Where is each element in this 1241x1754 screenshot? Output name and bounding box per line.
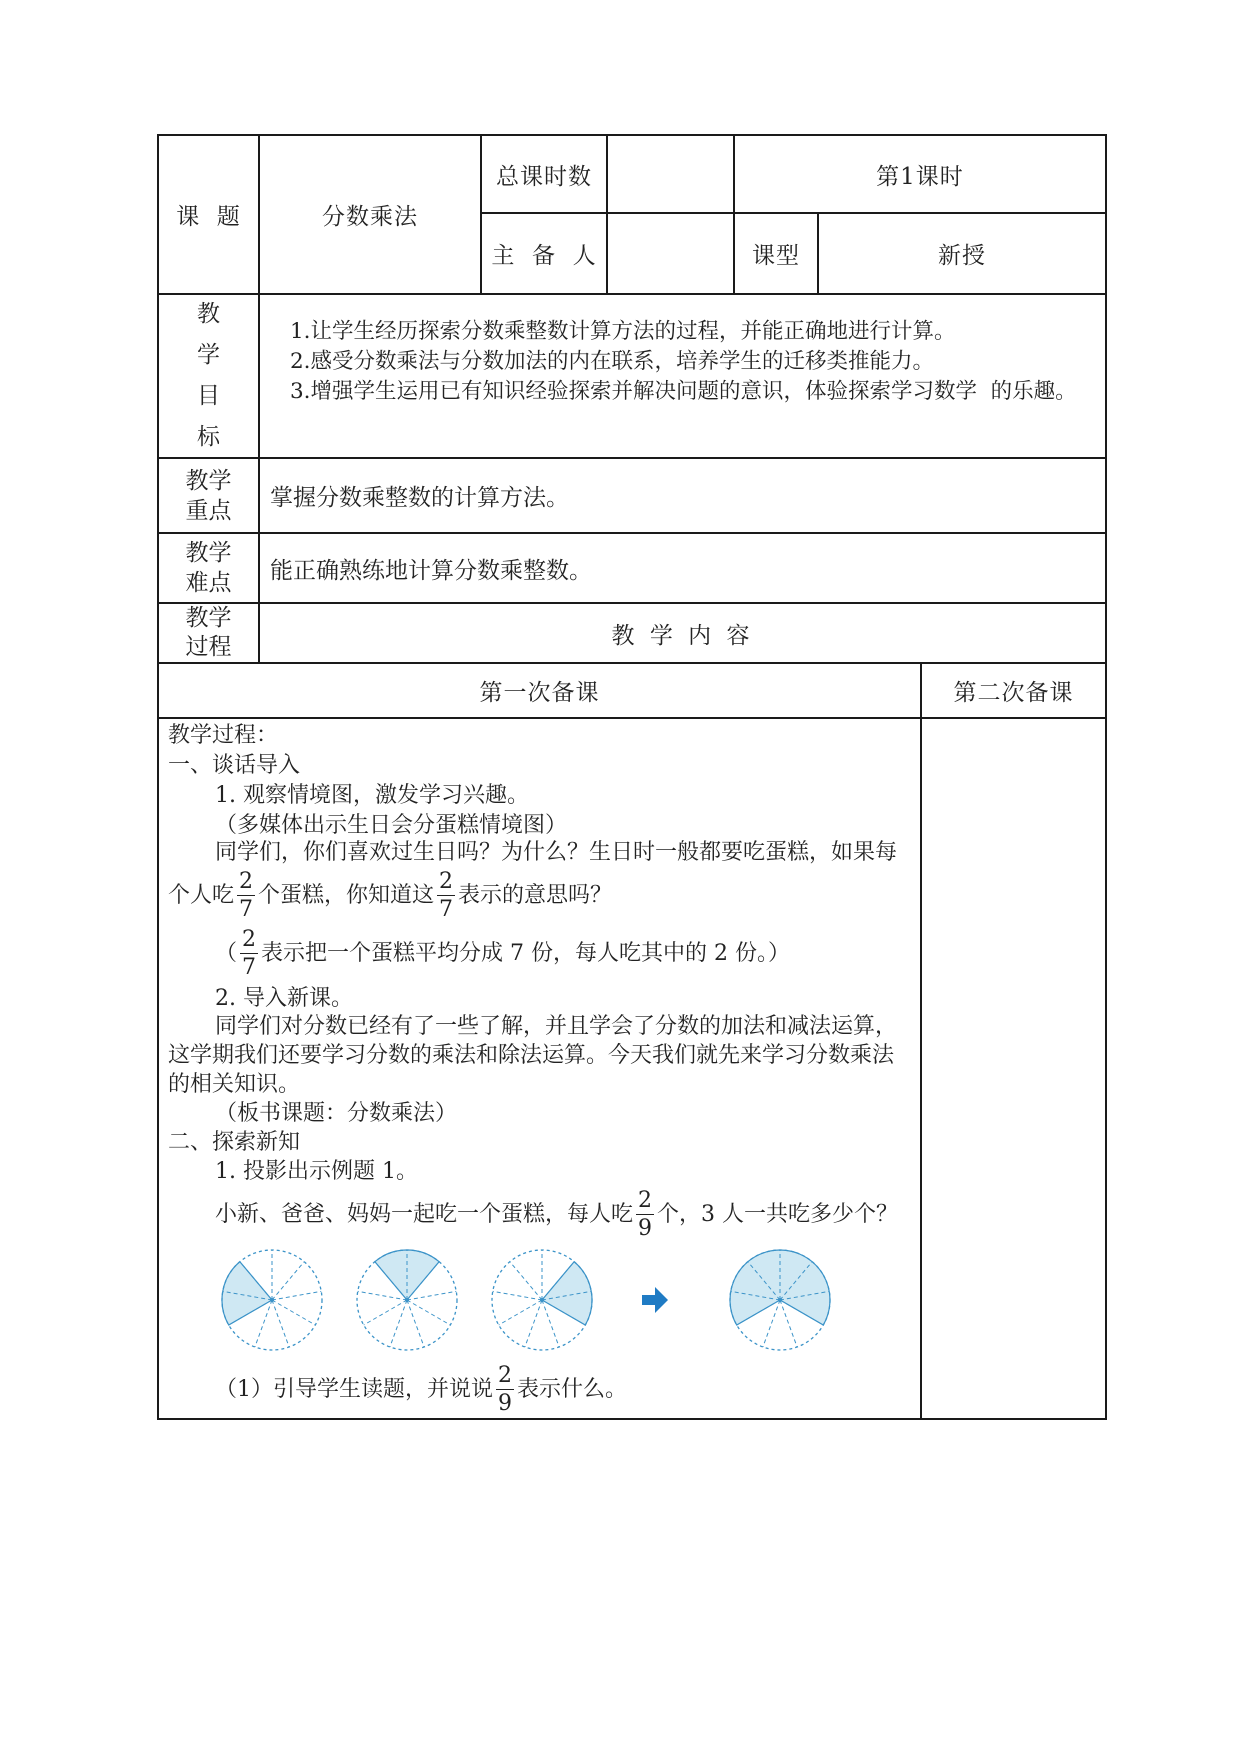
- process-label: [159, 604, 258, 662]
- type-value: 新授: [938, 243, 986, 269]
- body-line: （多媒体出示生日会分蛋糕情境图）: [215, 813, 568, 838]
- body-line: 2. 导入新课。: [215, 986, 353, 1011]
- fraction-denominator: 7: [439, 897, 454, 922]
- pie-divider: [510, 1262, 542, 1300]
- fraction-numerator: 2: [242, 927, 257, 952]
- pie-divider: [499, 1300, 542, 1325]
- fraction: [237, 871, 255, 921]
- cake-pie: [357, 1250, 457, 1350]
- grid-line: [920, 662, 922, 1420]
- pie-divider: [493, 1291, 542, 1300]
- body-line: 这学期我们还要学习分数的乘法和除法运算。今天我们就先来学习分数乘法: [168, 1043, 895, 1068]
- difficulty-text: 能正确熟练地计算分数乘整数。: [270, 557, 592, 584]
- pie-divider: [525, 1300, 542, 1347]
- difficulty-label: [159, 534, 258, 602]
- type-label: 课型: [752, 243, 800, 269]
- body-text: 个人吃: [168, 883, 235, 908]
- body-line: （板书课题：分数乘法）: [215, 1101, 458, 1126]
- shaded-portion: [222, 1262, 272, 1325]
- cake-pie: [492, 1250, 592, 1350]
- body-line: 教学过程：: [168, 723, 279, 748]
- objectives-label: [159, 295, 258, 457]
- difficulty-label-line: 教学: [185, 540, 232, 566]
- body-line: 1. 观察情境图，激发学习兴趣。: [215, 783, 529, 808]
- content-title: 教 学 内 容: [611, 622, 754, 649]
- body-text: 个，3 人一共吃多少个？: [657, 1202, 899, 1227]
- table-border-right: [1105, 134, 1107, 1420]
- objective-item: 3.增强学生运用已有知识经验探索并解决问题的意识，体验探索学习数学 的乐趣。: [290, 379, 1077, 404]
- fraction: [636, 1190, 654, 1240]
- topic-value: 分数乘法: [322, 204, 418, 230]
- body-text: 表示的意思吗？: [458, 883, 613, 908]
- key-point-label-line: 教学: [185, 467, 232, 494]
- pie-center: [778, 1298, 782, 1302]
- pie-divider: [407, 1291, 456, 1300]
- grid-line: [157, 293, 1107, 295]
- fraction-denominator: 9: [638, 1216, 653, 1241]
- body-text: 表示把一个蛋糕平均分成 7 份，每人吃其中的 2 份。）: [261, 941, 790, 966]
- body-text: 个蛋糕，你知道这: [258, 883, 435, 908]
- fraction-denominator: 7: [242, 955, 257, 980]
- table-border-bottom: [157, 1418, 1107, 1420]
- fraction: [437, 871, 455, 921]
- pie-divider: [407, 1300, 424, 1347]
- total-hours-label: 总课时数: [496, 163, 592, 190]
- body-line: 1. 投影出示例题 1。: [215, 1159, 418, 1184]
- body-text: 表示什么。: [517, 1377, 628, 1402]
- second-prep-header: 第二次备课: [953, 680, 1074, 706]
- topic-label: 课 题: [176, 204, 241, 230]
- body-text: （1）引导学生读题，并说说: [215, 1377, 493, 1402]
- fraction-numerator: 2: [498, 1363, 512, 1388]
- objective-item: 2.感受分数乘法与分数加法的内在联系，培养学生的迁移类推能力。: [290, 349, 935, 374]
- body-line-with-fraction: [215, 926, 790, 982]
- cake-pie: [222, 1250, 322, 1350]
- pie-divider: [390, 1300, 407, 1347]
- body-line: 二、探索新知: [168, 1130, 301, 1155]
- process-label-line: 教学: [185, 605, 232, 631]
- fraction: [496, 1365, 514, 1415]
- fraction-denominator: 7: [239, 897, 254, 922]
- pie-divider: [364, 1300, 407, 1325]
- process-label-line: 过程: [185, 634, 232, 660]
- preparer-label: 主 备 人: [491, 243, 597, 269]
- pie-center: [405, 1298, 409, 1302]
- objective-item: 1.让学生经历探索分数乘整数计算方法的过程，并能正确地进行计算。: [290, 319, 956, 344]
- total-hours-value: [608, 136, 733, 212]
- body-line-with-fraction: [168, 868, 612, 924]
- body-line: 的相关知识。: [168, 1072, 301, 1097]
- body-line: 一、谈话导入: [168, 753, 301, 778]
- right-arrow-icon: [642, 1287, 668, 1313]
- first-prep-header: 第一次备课: [479, 680, 600, 706]
- body-line: 同学们对分数已经有了一些了解，并且学会了分数的加法和减法运算，: [215, 1014, 898, 1039]
- pie-divider: [272, 1291, 321, 1300]
- preparer-value: [608, 214, 733, 293]
- key-point-label: [159, 459, 258, 532]
- fraction-numerator: 2: [638, 1188, 653, 1213]
- pie-divider: [272, 1300, 289, 1347]
- fraction-numerator: 2: [439, 869, 454, 894]
- objectives-label-char: 目: [197, 383, 220, 409]
- cake-pie: [730, 1250, 830, 1350]
- body-line-with-fraction: [215, 1362, 627, 1418]
- cake-pies-figure: [200, 1240, 860, 1360]
- body-text: 小新、爸爸、妈妈一起吃一个蛋糕，每人吃: [215, 1202, 634, 1227]
- fraction-numerator: 2: [239, 869, 254, 894]
- key-point-text: 掌握分数乘整数的计算方法。: [270, 485, 569, 511]
- objectives-label-char: 学: [197, 342, 220, 368]
- fraction-denominator: 9: [498, 1391, 512, 1416]
- objectives-label-char: 标: [197, 424, 220, 450]
- objectives-label-char: 教: [197, 301, 220, 327]
- shaded-portion: [542, 1262, 592, 1325]
- period-value: 第1课时: [876, 163, 964, 190]
- pie-divider: [272, 1262, 304, 1300]
- pie-center: [270, 1298, 274, 1302]
- difficulty-label-line: 难点: [185, 570, 232, 596]
- body-line: 同学们，你们喜欢过生日吗？为什么？生日时一般都要吃蛋糕，如果每: [215, 840, 898, 865]
- fraction: [240, 929, 258, 979]
- grid-line: [157, 717, 1107, 719]
- pie-divider: [358, 1291, 407, 1300]
- pie-divider: [272, 1300, 315, 1325]
- body-text: （: [215, 941, 238, 966]
- key-point-label-line: 重点: [185, 497, 232, 524]
- pie-center: [540, 1298, 544, 1302]
- example-problem: [215, 1187, 898, 1243]
- pie-divider: [407, 1300, 450, 1325]
